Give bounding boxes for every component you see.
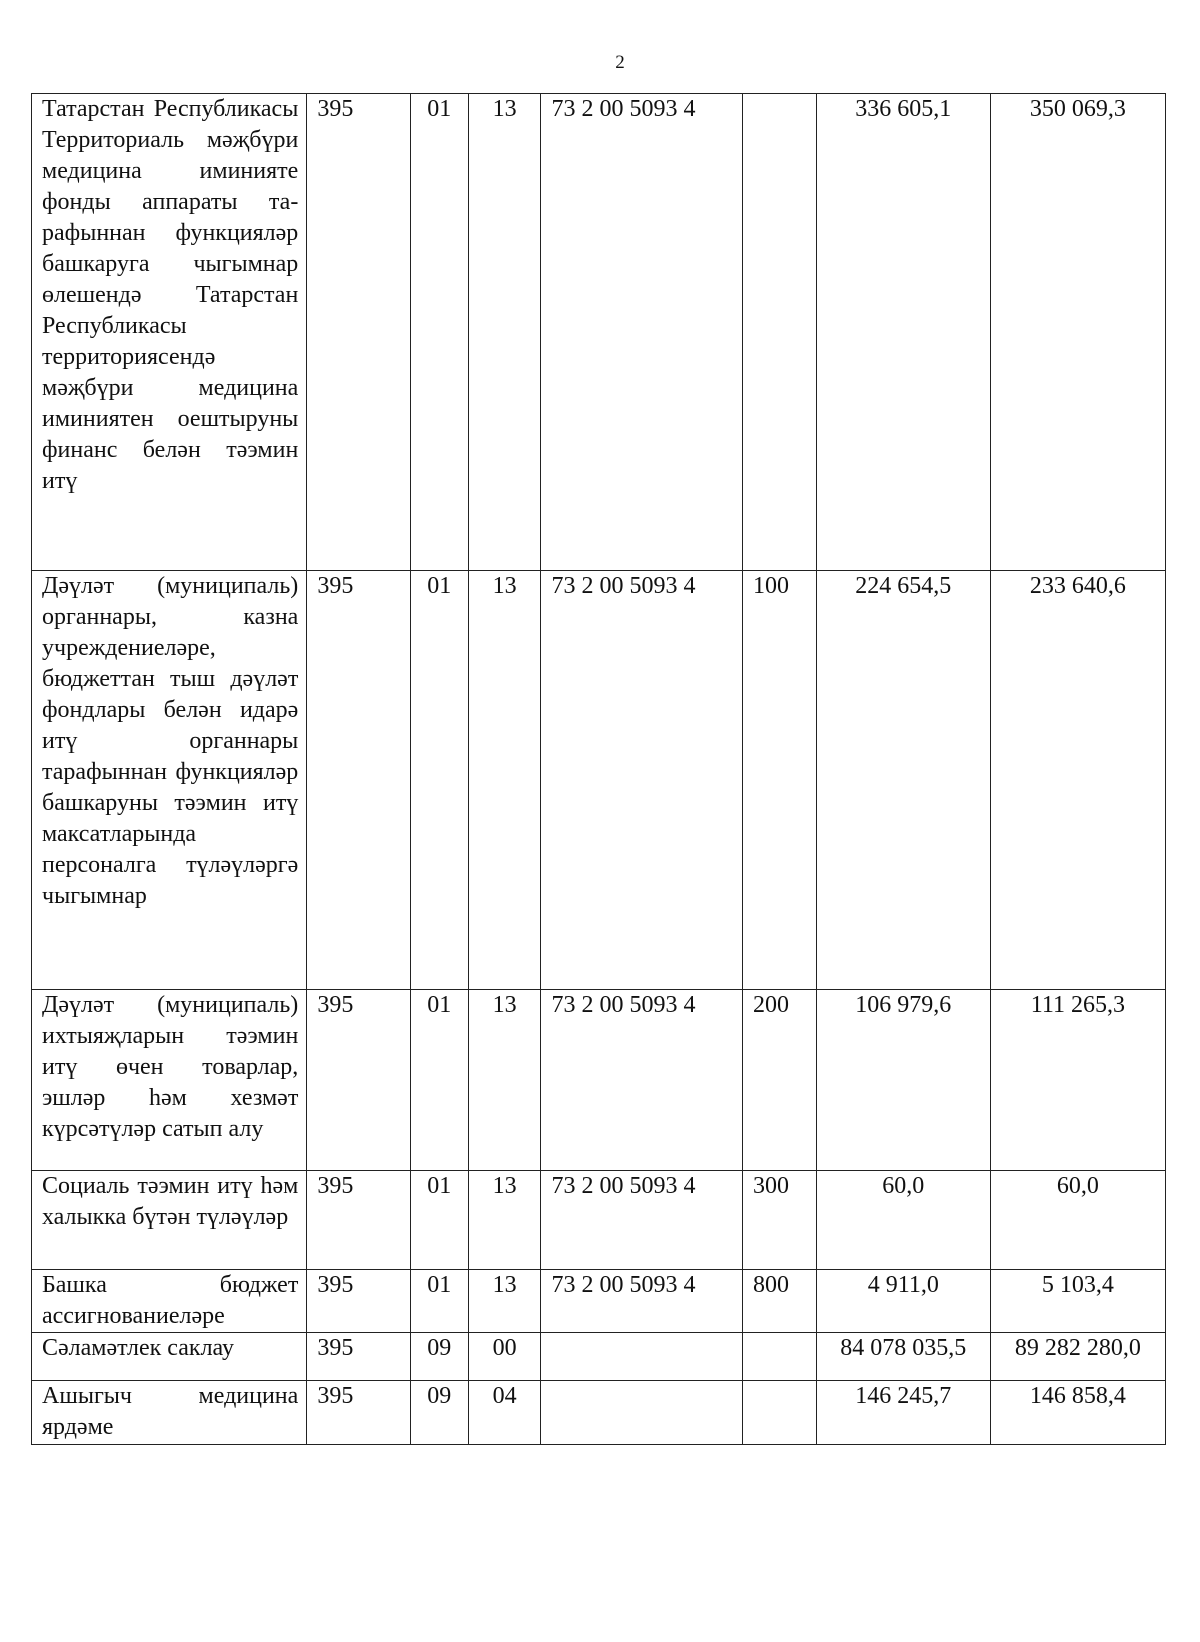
ministry-code: 395 [307, 1171, 410, 1270]
amount-year-1: 146 245,7 [816, 1381, 990, 1445]
subsection-code: 04 [468, 1381, 541, 1445]
table-row [32, 990, 1166, 1171]
amount-year-1: 224 654,5 [816, 571, 990, 990]
amount-year-1: 84 078 035,5 [816, 1333, 990, 1381]
row-name: Дәүләт (муниципаль) органнары, казна учреждениеләре, бюджеттан тыш дәүләт фондлары белән идарә итү органнары тарафыннан функцияләр башкаруны тәэмин итү максатларында персоналга түләүләргә чыгымнар [32, 571, 307, 990]
expense-type-code [742, 94, 816, 571]
table-row [32, 571, 1166, 990]
table-row [32, 1171, 1166, 1270]
row-name: Сәламәтлек саклау [32, 1333, 307, 1381]
expense-type-code [742, 1381, 816, 1445]
ministry-code: 395 [307, 571, 410, 990]
table-row [32, 94, 1166, 571]
expense-type-code: 800 [742, 1270, 816, 1333]
ministry-code: 395 [307, 990, 410, 1171]
ministry-code: 395 [307, 1381, 410, 1445]
amount-year-1: 336 605,1 [816, 94, 990, 571]
row-name: Татарстан Республикасы Территориаль мәҗбүри медицина иминияте фонды аппараты тарафыннан функцияләр башкаруга чыгымнар өлешендә Татарстан Республикасы территориясендә мәҗбүри медицина иминиятен оештыруны финанс белән тәэмин итү [32, 94, 307, 571]
target-article-code [541, 1381, 742, 1445]
section-code: 01 [410, 94, 468, 571]
amount-year-1: 4 911,0 [816, 1270, 990, 1333]
amount-year-2: 350 069,3 [990, 94, 1165, 571]
subsection-code: 13 [468, 1270, 541, 1333]
section-code: 01 [410, 1171, 468, 1270]
row-name: Ашыгыч медицина ярдәме [32, 1381, 307, 1445]
subsection-code: 13 [468, 94, 541, 571]
target-article-code: 73 2 00 5093 4 [541, 94, 742, 571]
amount-year-2: 89 282 280,0 [990, 1333, 1165, 1381]
row-name: Башка бюджет ассигнованиеләре [32, 1270, 307, 1333]
target-article-code: 73 2 00 5093 4 [541, 1270, 742, 1333]
subsection-code: 13 [468, 990, 541, 1171]
amount-year-2: 60,0 [990, 1171, 1165, 1270]
subsection-code: 13 [468, 1171, 541, 1270]
expense-type-code: 300 [742, 1171, 816, 1270]
amount-year-1: 106 979,6 [816, 990, 990, 1171]
budget-table [31, 93, 1166, 1445]
expense-type-code: 100 [742, 571, 816, 990]
ministry-code: 395 [307, 94, 410, 571]
section-code: 09 [410, 1381, 468, 1445]
amount-year-2: 233 640,6 [990, 571, 1165, 990]
section-code: 01 [410, 1270, 468, 1333]
target-article-code: 73 2 00 5093 4 [541, 571, 742, 990]
target-article-code: 73 2 00 5093 4 [541, 1171, 742, 1270]
amount-year-2: 146 858,4 [990, 1381, 1165, 1445]
section-code: 01 [410, 571, 468, 990]
amount-year-2: 111 265,3 [990, 990, 1165, 1171]
amount-year-2: 5 103,4 [990, 1270, 1165, 1333]
ministry-code: 395 [307, 1333, 410, 1381]
row-name: Социаль тәэмин итү һәм халыкка бүтән түләүләр [32, 1171, 307, 1270]
row-name: Дәүләт (муниципаль) ихтыяҗларын тәэмин итү өчен товарлар, эшләр һәм хезмәт күрсәтүләр сатып алу [32, 990, 307, 1171]
table-row [32, 1270, 1166, 1333]
table-row [32, 1381, 1166, 1445]
table-row [32, 1333, 1166, 1381]
amount-year-1: 60,0 [816, 1171, 990, 1270]
subsection-code: 13 [468, 571, 541, 990]
subsection-code: 00 [468, 1333, 541, 1381]
expense-type-code [742, 1333, 816, 1381]
section-code: 01 [410, 990, 468, 1171]
page-number: 2 [615, 52, 625, 73]
target-article-code [541, 1333, 742, 1381]
target-article-code: 73 2 00 5093 4 [541, 990, 742, 1171]
ministry-code: 395 [307, 1270, 410, 1333]
section-code: 09 [410, 1333, 468, 1381]
expense-type-code: 200 [742, 990, 816, 1171]
